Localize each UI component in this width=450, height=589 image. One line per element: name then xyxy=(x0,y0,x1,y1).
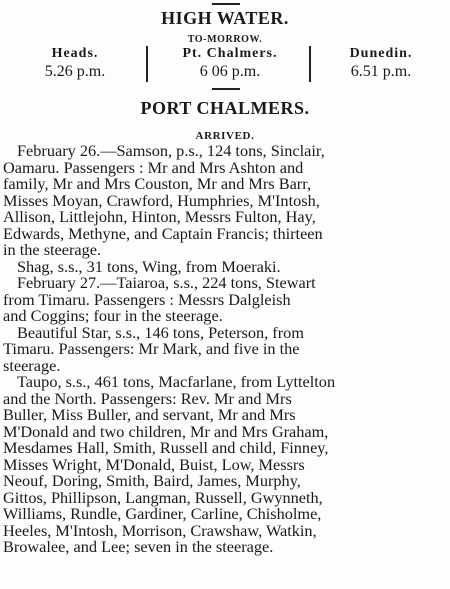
text-line: and the North. Passengers: Rev. Mr and Mrs xyxy=(3,388,292,408)
text-line: family, Mr and Mrs Couston, Mr and Mrs Barr, xyxy=(3,174,312,193)
text-line: M'Donald and two children, Mr and Mrs Graham, xyxy=(3,421,329,441)
text-line: February 27.—Taiaroa, s.s., 224 tons, Stewart xyxy=(17,273,316,292)
tide-column-heads xyxy=(20,46,130,82)
text-line: Taupo, s.s., 461 tons, Macfarlane, from Lyttelton xyxy=(17,372,336,391)
arrived-heading: ARRIVED. xyxy=(195,130,255,142)
tide-time: 6.51 p.m. xyxy=(350,63,412,80)
text-line: Misses Wright, M'Donald, Buist, Low, Messrs xyxy=(3,454,305,474)
text-line: Misses Moyan, Crawford, Humphries, M'Intosh, xyxy=(3,190,320,210)
text-line: Buller, Miss Buller, and servant, Mr and Mrs xyxy=(3,405,296,424)
text-line: Heeles, M'Intosh, Morrison, Crawshaw, Watkin, xyxy=(3,520,317,540)
top-rule xyxy=(212,3,240,5)
text-line: Edwards, Methyne, and Captain Francis; thirteen xyxy=(3,223,323,243)
shipping-arrivals-text xyxy=(3,143,450,556)
section-rule xyxy=(212,88,240,90)
tide-column-port-chalmers xyxy=(150,46,310,82)
tide-place: Heads. xyxy=(51,46,99,61)
text-line: Gittos, Phillipson, Langman, Russell, Gwynneth, xyxy=(3,487,323,507)
text-line: Shag, s.s., 31 tons, Wing, from Moeraki. xyxy=(17,256,281,276)
tide-time: 6 06 p.m. xyxy=(199,63,261,80)
text-line: Oamaru. Passengers : Mr and Mrs Ashton and xyxy=(3,157,304,177)
text-line: Neouf, Doring, Smith, Baird, James, Murphy, xyxy=(3,471,301,490)
text-line: Mesdames Hall, Smith, Russell and child, Finney, xyxy=(3,438,329,457)
column-divider xyxy=(146,46,148,82)
text-line: and Coggins; four in the steerage. xyxy=(3,306,223,325)
column-divider xyxy=(309,46,311,82)
high-water-subtitle: TO-MORROW. xyxy=(187,34,263,45)
text-line: Allison, Littlejohn, Hinton, Messrs Fulton, Hay, xyxy=(3,207,316,226)
tide-place: Dunedin. xyxy=(349,46,413,61)
text-line: Williams, Rundle, Gardiner, Carline, Chisholme, xyxy=(3,504,322,523)
text-line: Browalee, and Lee; seven in the steerage. xyxy=(3,537,274,556)
tide-column-dunedin xyxy=(322,46,440,82)
port-chalmers-title: PORT CHALMERS. xyxy=(140,98,310,118)
tide-time: 5.26 p.m. xyxy=(44,63,106,80)
text-line: in the steerage. xyxy=(3,240,102,259)
text-line: February 26.—Samson, p.s., 124 tons, Sinclair, xyxy=(17,141,325,160)
high-water-title: HIGH WATER. xyxy=(161,8,289,28)
text-line: Beautiful Star, s.s., 146 tons, Peterson, from xyxy=(17,322,304,342)
text-line: from Timaru. Passengers : Messrs Dalgleish xyxy=(3,289,291,309)
text-line: Timaru. Passengers: Mr Mark, and five in the xyxy=(3,339,300,358)
text-line: steerage. xyxy=(3,355,61,375)
tide-place: Pt. Chalmers. xyxy=(182,46,278,61)
